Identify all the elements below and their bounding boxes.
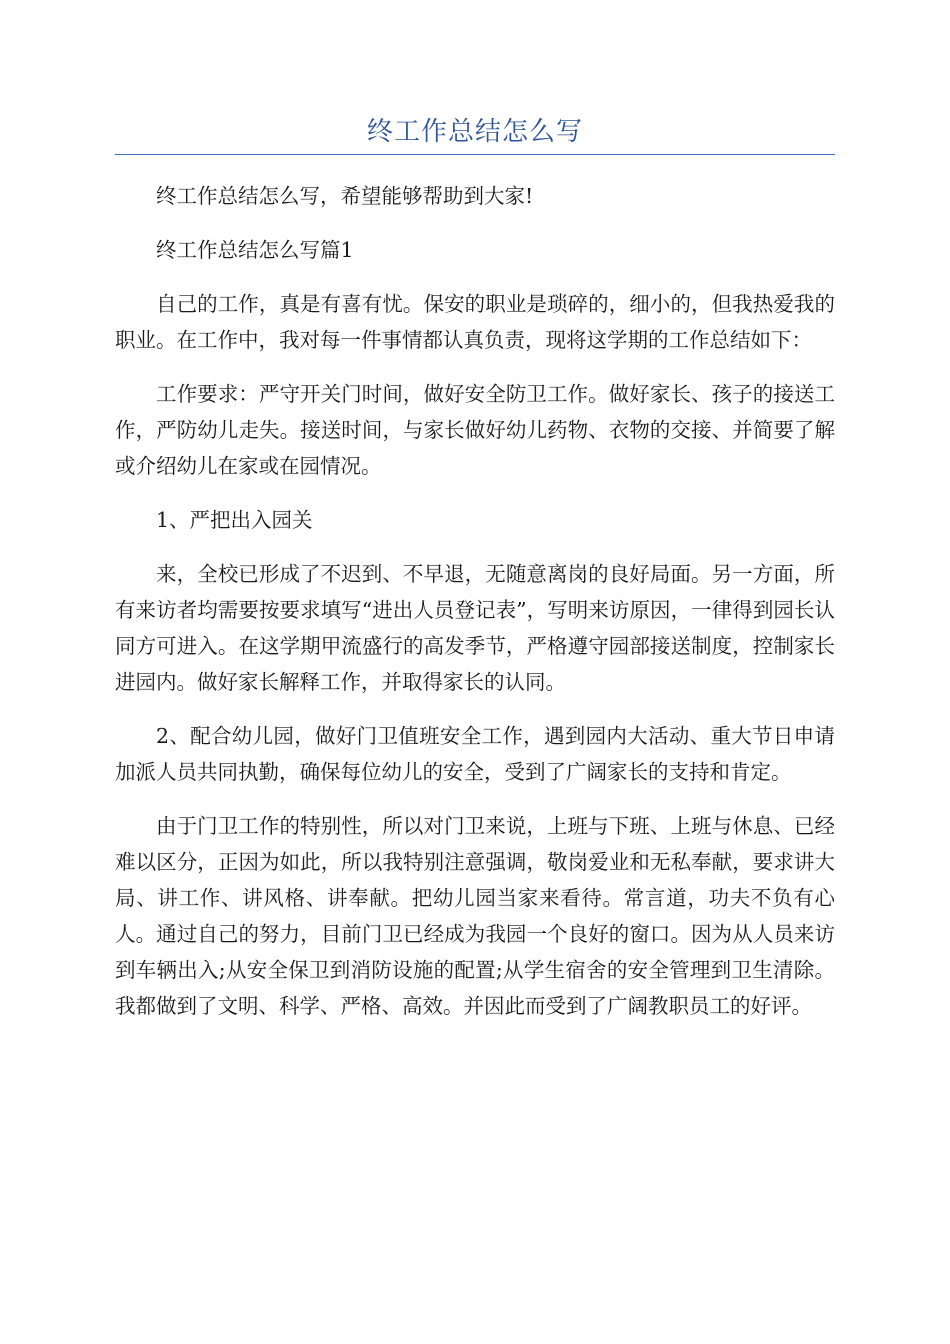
document-title: 终工作总结怎么写 xyxy=(366,117,583,147)
section-heading: 终工作总结怎么写篇1 xyxy=(156,238,354,262)
body-paragraph: 工作要求：严守开关门时间，做好安全防卫工作。做好家长、孩子的接送工作，严防幼儿走失。接送时间，与家长做好幼儿药物、衣物的交接、并简要了解或介绍幼儿在家或在园情况。 xyxy=(115,382,835,478)
list-item: 2、配合幼儿园，做好门卫值班安全工作，遇到园内大活动、重大节日申请加派人员共同执勤，确保每位幼儿的安全，受到了广阔家长的支持和肯定。 xyxy=(115,724,835,784)
body-paragraph: 自己的工作，真是有喜有忧。保安的职业是琐碎的，细小的，但我热爱我的职业。在工作中，我对每一件事情都认真负责，现将这学期的工作总结如下： xyxy=(115,292,835,352)
intro-paragraph: 终工作总结怎么写，希望能够帮助到大家! xyxy=(156,184,534,208)
list-heading: 1、严把出入园关 xyxy=(156,508,313,532)
document-body xyxy=(115,178,835,1042)
body-paragraph: 来，全校已形成了不迟到、不早退，无随意离岗的良好局面。另一方面，所有来访者均需要按要求填写“进出人员登记表”，写明来访原因，一律得到园长认同方可进入。在这学期甲流盛行的高发季节，严格遵守园部接送制度，控制家长进园内。做好家长解释工作，并取得家长的认同。 xyxy=(115,562,835,694)
body-paragraph: 由于门卫工作的特别性，所以对门卫来说，上班与下班、上班与休息、已经难以区分，正因为如此，所以我特别注意强调，敬岗爱业和无私奉献，要求讲大局、讲工作、讲风格、讲奉献。把幼儿园当家来看待。常言道，功夫不负有心人。通过自己的努力，目前门卫已经成为我园一个良好的窗口。因为从人员来访到车辆出入;从安全保卫到消防设施的配置;从学生宿舍的安全管理到卫生清除。我都做到了文明、科学、严格、高效。并因此而受到了广阔教职员工的好评。 xyxy=(115,814,835,1018)
title-underline xyxy=(115,154,835,155)
